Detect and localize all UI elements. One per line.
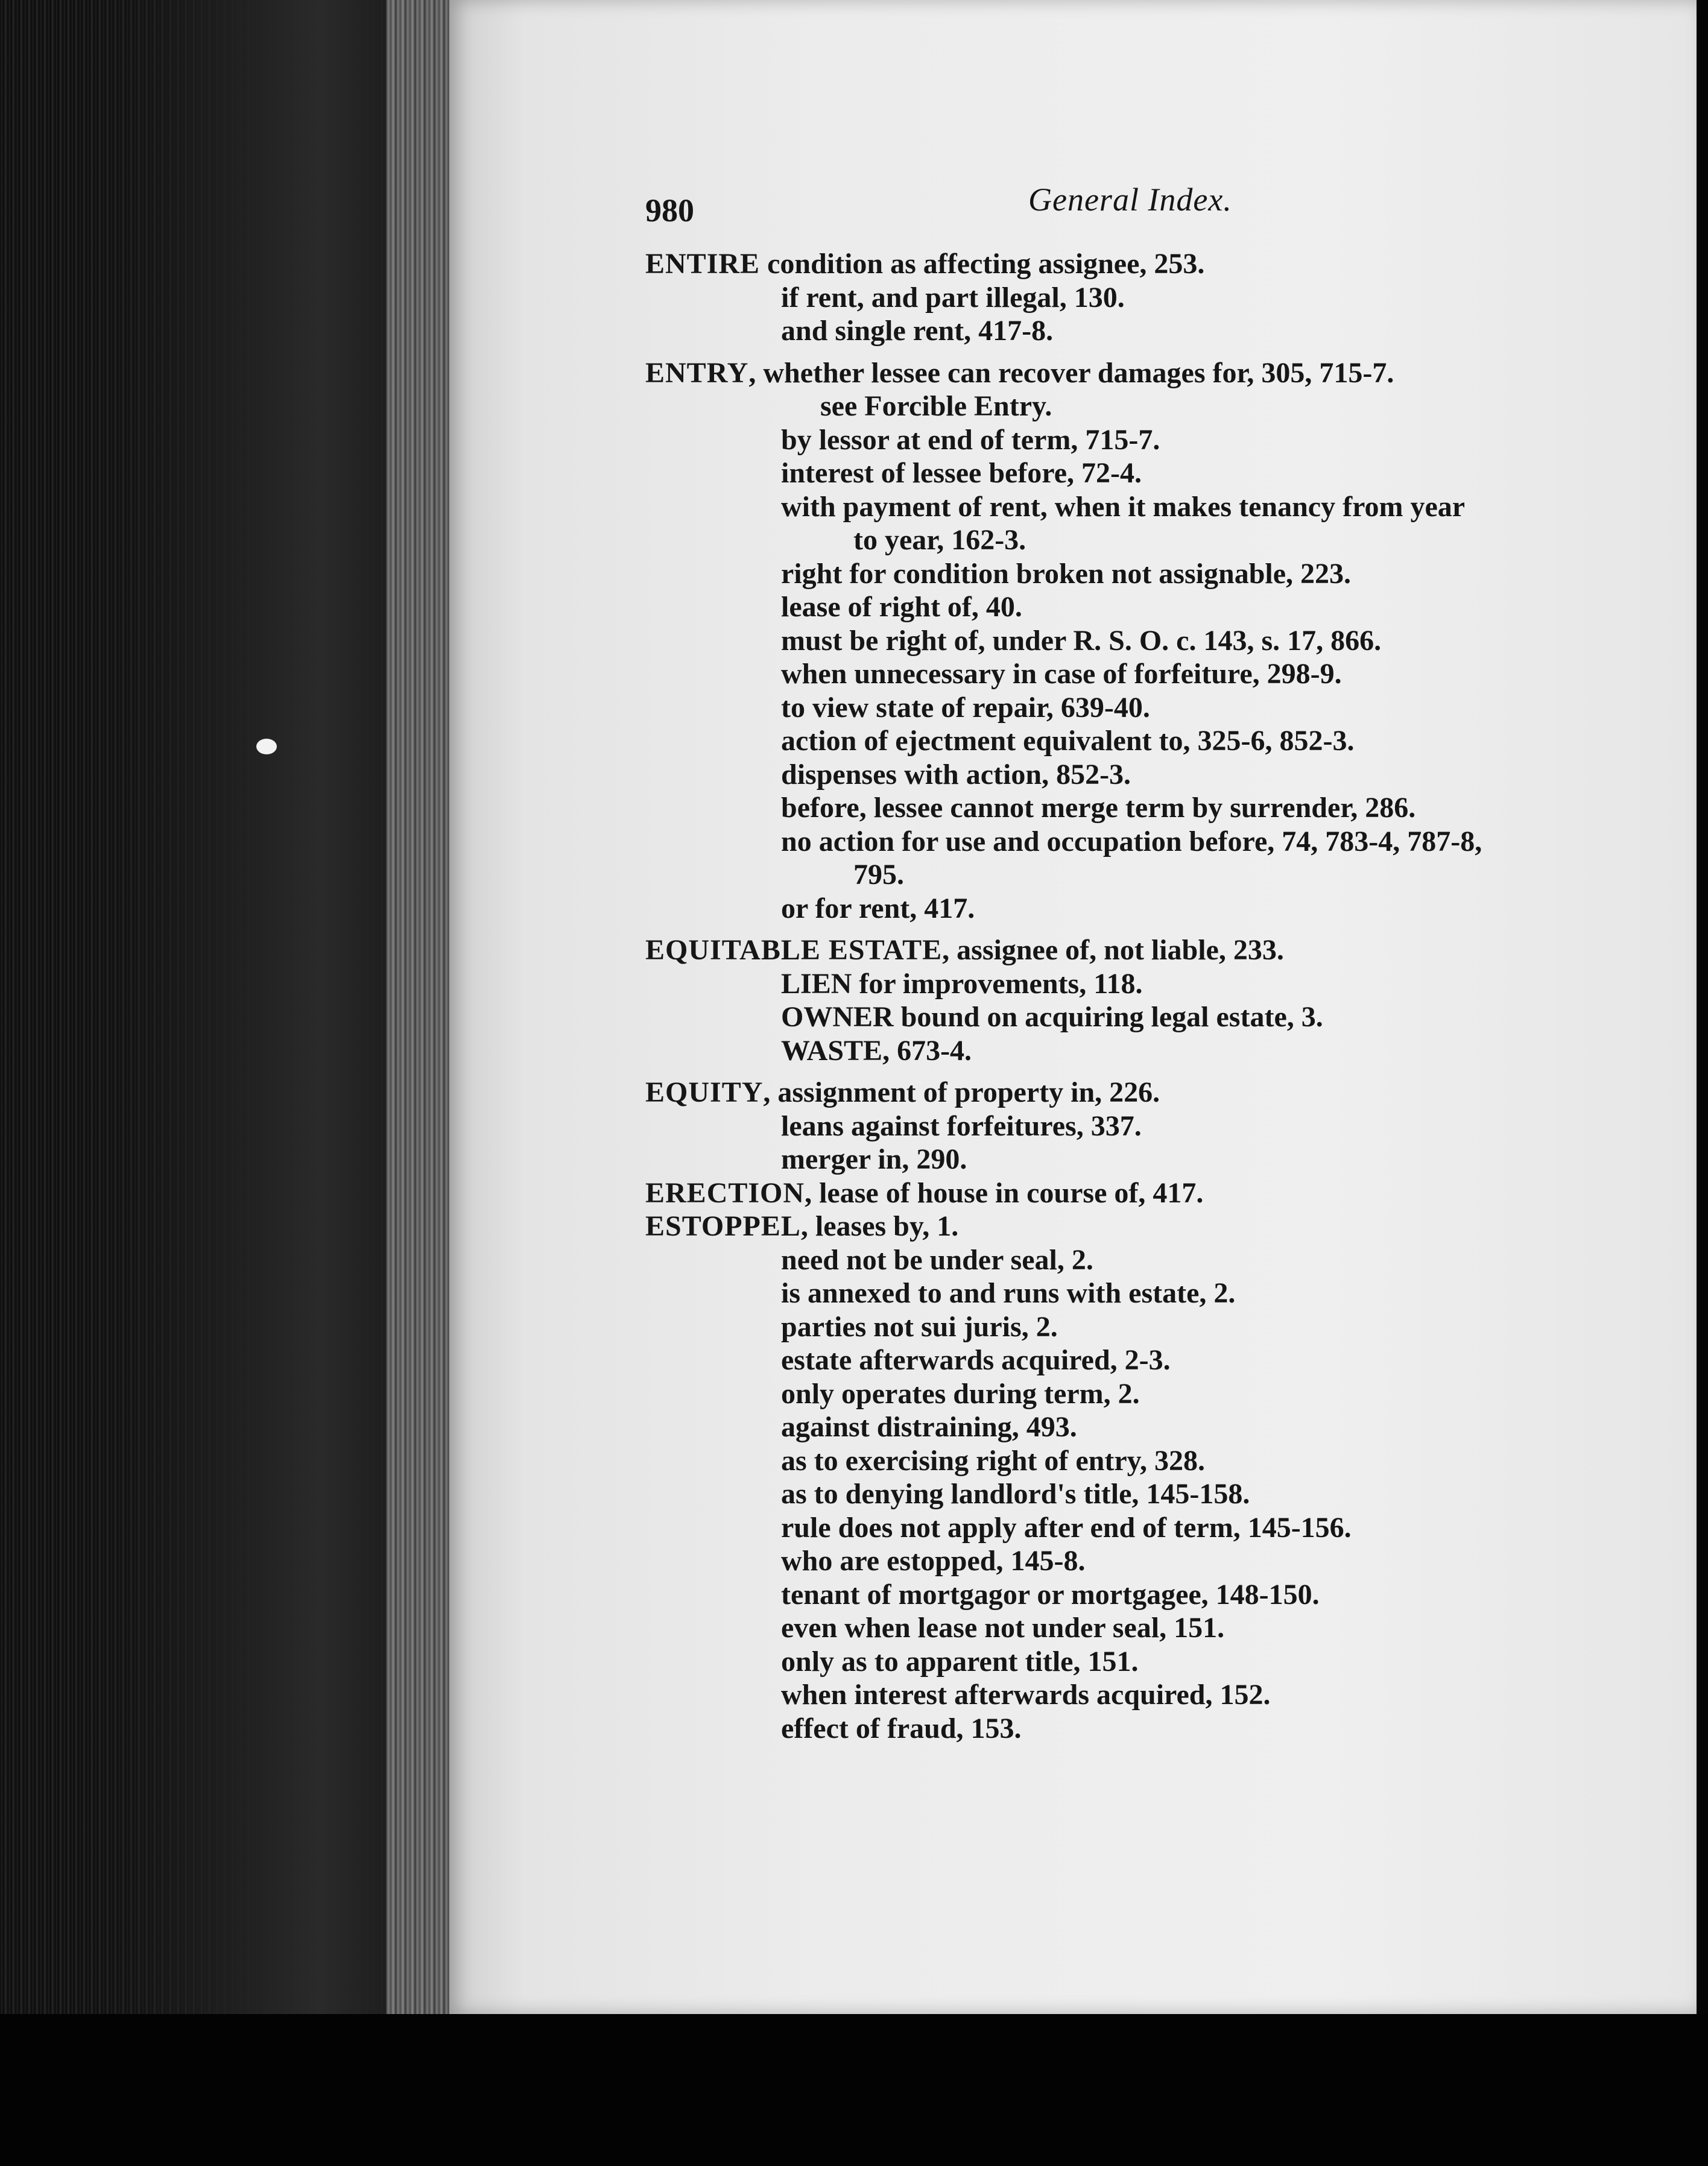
- index-subentry: only operates during term, 2.: [781, 1377, 1140, 1410]
- index-subentry: OWNER bound on acquiring legal estate, 3.: [781, 1001, 1323, 1033]
- index-subentry: effect of fraud, 153.: [781, 1712, 1022, 1744]
- index-subentry: even when lease not under seal, 151.: [781, 1612, 1225, 1644]
- index-headword: EQUITABLE ESTATE: [645, 934, 943, 966]
- index-entry: [645, 356, 1665, 926]
- index-subentry: estate afterwards acquired, 2-3.: [781, 1344, 1171, 1376]
- index-headword-text: , assignment of property in, 226.: [763, 1076, 1160, 1108]
- index-entry-heading: [645, 1076, 1665, 1110]
- index-subentry: as to denying landlord's title, 145-158.: [781, 1478, 1250, 1510]
- index-entry-heading: [645, 933, 1665, 967]
- index-subentry: when interest afterwards acquired, 152.: [781, 1679, 1271, 1711]
- index-subentry: WASTE, 673-4.: [781, 1034, 972, 1067]
- page-header: [645, 181, 1309, 235]
- index-subentry: 795.: [853, 859, 904, 891]
- index-subentry: rule does not apply after end of term, 145-156.: [781, 1511, 1352, 1544]
- index-subentry: tenant of mortgagor or mortgagee, 148-150.: [781, 1578, 1320, 1611]
- index-subentry: as to exercising right of entry, 328.: [781, 1444, 1206, 1477]
- index-headword-text: , lease of house in course of, 417.: [805, 1176, 1204, 1209]
- scan-bottom-margin: [0, 2014, 1708, 2166]
- index-entry: [645, 1176, 1665, 1210]
- index-subentry: is annexed to and runs with estate, 2.: [781, 1277, 1236, 1309]
- index-subentry: merger in, 290.: [781, 1143, 967, 1175]
- index-subentry: see Forcible Entry.: [820, 390, 1052, 422]
- index-subentry: LIEN for improvements, 118.: [781, 967, 1143, 1000]
- index-headword-text: , assignee of, not liable, 233.: [942, 934, 1284, 966]
- index-subentry: parties not sui juris, 2.: [781, 1310, 1058, 1343]
- index-headword: EQUITY: [645, 1076, 764, 1108]
- index-entry-heading: [645, 247, 1665, 281]
- index-headword: ERECTION: [645, 1176, 805, 1209]
- index-subentry: before, lessee cannot merge term by surrender, 286.: [781, 792, 1416, 824]
- index-subentry: to year, 162-3.: [853, 524, 1026, 556]
- index-entries: [645, 247, 1665, 1745]
- page-number: 980: [645, 192, 694, 229]
- index-subentry: must be right of, under R. S. O. c. 143, s. 17, 866.: [781, 624, 1382, 657]
- index-headword: ENTRY: [645, 356, 749, 389]
- index-entry-heading: [645, 1176, 1665, 1210]
- index-subentry: right for condition broken not assignable, 223.: [781, 557, 1352, 590]
- index-subentry: if rent, and part illegal, 130.: [781, 281, 1125, 314]
- index-subentry: interest of lessee before, 72-4.: [781, 457, 1142, 489]
- index-subentry: or for rent, 417.: [781, 892, 975, 924]
- index-headword: ESTOPPEL: [645, 1210, 801, 1242]
- index-subentry: to view state of repair, 639-40.: [781, 691, 1150, 724]
- paper-speck: [256, 739, 277, 754]
- index-subentry: who are estopped, 145-8.: [781, 1545, 1086, 1577]
- running-title: General Index.: [1028, 182, 1232, 218]
- index-entry: [645, 933, 1665, 1067]
- index-subentry: action of ejectment equivalent to, 325-6, 852-3.: [781, 725, 1355, 757]
- index-subentry: and single rent, 417-8.: [781, 315, 1054, 347]
- index-entry: [645, 1076, 1665, 1176]
- index-subentry: leans against forfeitures, 337.: [781, 1110, 1142, 1142]
- index-subentry: against distraining, 493.: [781, 1411, 1077, 1443]
- index-headword-text: condition as affecting assignee, 253.: [760, 248, 1205, 280]
- index-subentry: by lessor at end of term, 715-7.: [781, 423, 1160, 456]
- index-entry-heading: [645, 1210, 1665, 1243]
- index-subentry: with payment of rent, when it makes tenancy from year: [781, 490, 1466, 523]
- index-entry-heading: [645, 356, 1665, 390]
- index-subentry: no action for use and occupation before, 74, 783-4, 787-8,: [781, 825, 1482, 857]
- index-entry: [645, 247, 1665, 348]
- index-subentry: only as to apparent title, 151.: [781, 1645, 1139, 1678]
- index-headword-text: , leases by, 1.: [800, 1210, 959, 1242]
- index-subentry: when unnecessary in case of forfeiture, 298-9.: [781, 658, 1342, 690]
- index-headword-text: , whether lessee can recover damages for, 305, 715-7.: [748, 356, 1394, 389]
- index-subentry: lease of right of, 40.: [781, 591, 1022, 623]
- index-subentry: need not be under seal, 2.: [781, 1243, 1093, 1276]
- index-entry: [645, 1210, 1665, 1745]
- index-subentry: dispenses with action, 852-3.: [781, 758, 1131, 791]
- index-headword: ENTIRE: [645, 248, 761, 280]
